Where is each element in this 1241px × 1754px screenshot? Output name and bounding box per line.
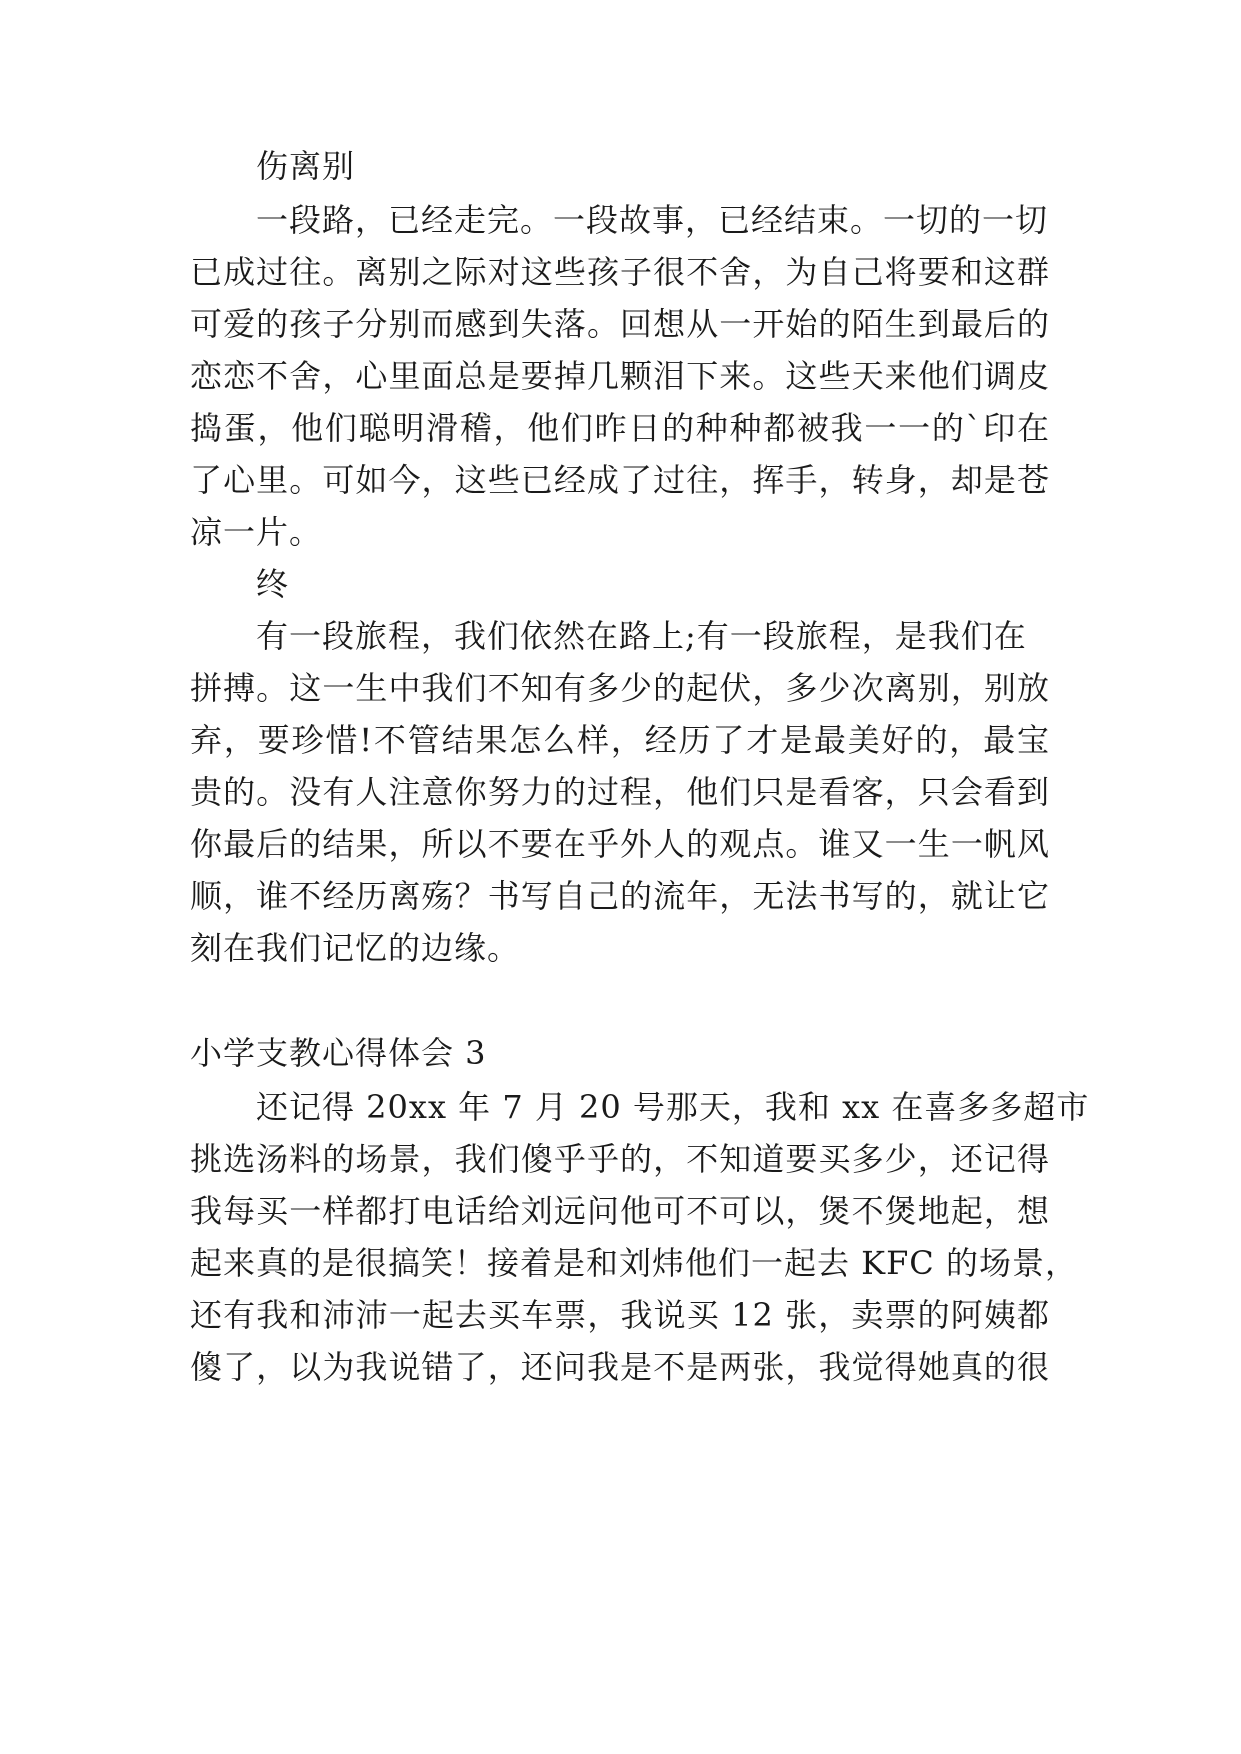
paragraph-line: 弃，要珍惜!不管结果怎么样，经历了才是最美好的，最宝	[190, 721, 1050, 759]
paragraph-line: 一段路，已经走完。一段故事，已经结束。一切的一切	[256, 201, 1049, 239]
paragraph-line: 有一段旅程，我们依然在路上;有一段旅程，是我们在	[256, 617, 1027, 655]
paragraph-line: 顺，谁不经历离殇？书写自己的流年，无法书写的，就让它	[190, 877, 1050, 915]
paragraph-line: 可爱的孩子分别而感到失落。回想从一开始的陌生到最后的	[190, 305, 1050, 343]
paragraph-line: 起来真的是很搞笑！接着是和刘炜他们一起去 KFC 的场景，	[190, 1244, 1078, 1282]
paragraph-line: 拼搏。这一生中我们不知有多少的起伏，多少次离别，别放	[190, 669, 1050, 707]
paragraph-line: 恋恋不舍，心里面总是要掉几颗泪下来。这些天来他们调皮	[190, 357, 1050, 395]
paragraph-line: 已成过往。离别之际对这些孩子很不舍，为自己将要和这群	[190, 253, 1050, 291]
paragraph-line: 还有我和沛沛一起去买车票，我说买 12 张，卖票的阿姨都	[190, 1296, 1050, 1334]
paragraph-line: 贵的。没有人注意你努力的过程，他们只是看客，只会看到	[190, 773, 1050, 811]
paragraph-line: 捣蛋，他们聪明滑稽，他们昨日的种种都被我一一的`印在	[190, 409, 1050, 447]
section-heading-zhong: 终	[256, 565, 290, 603]
paragraph-line: 凉一片。	[190, 513, 323, 551]
paragraph-line: 我每买一样都打电话给刘远问他可不可以，煲不煲地起，想	[190, 1192, 1050, 1230]
paragraph-line: 了心里。可如今，这些已经成了过往，挥手，转身，却是苍	[190, 461, 1050, 499]
paragraph-line: 刻在我们记忆的边缘。	[190, 929, 521, 967]
paragraph-line: 挑选汤料的场景，我们傻乎乎的，不知道要买多少，还记得	[190, 1140, 1050, 1178]
paragraph-line: 傻了，以为我说错了，还问我是不是两张，我觉得她真的很	[190, 1348, 1050, 1386]
paragraph-line: 你最后的结果，所以不要在乎外人的观点。谁又一生一帆风	[190, 825, 1050, 863]
paragraph-line: 还记得 20xx 年 7 月 20 号那天，我和 xx 在喜多多超市	[256, 1088, 1090, 1126]
section-heading-shang-li-bie: 伤离别	[256, 147, 356, 185]
section-title-3: 小学支教心得体会 3	[190, 1034, 487, 1072]
